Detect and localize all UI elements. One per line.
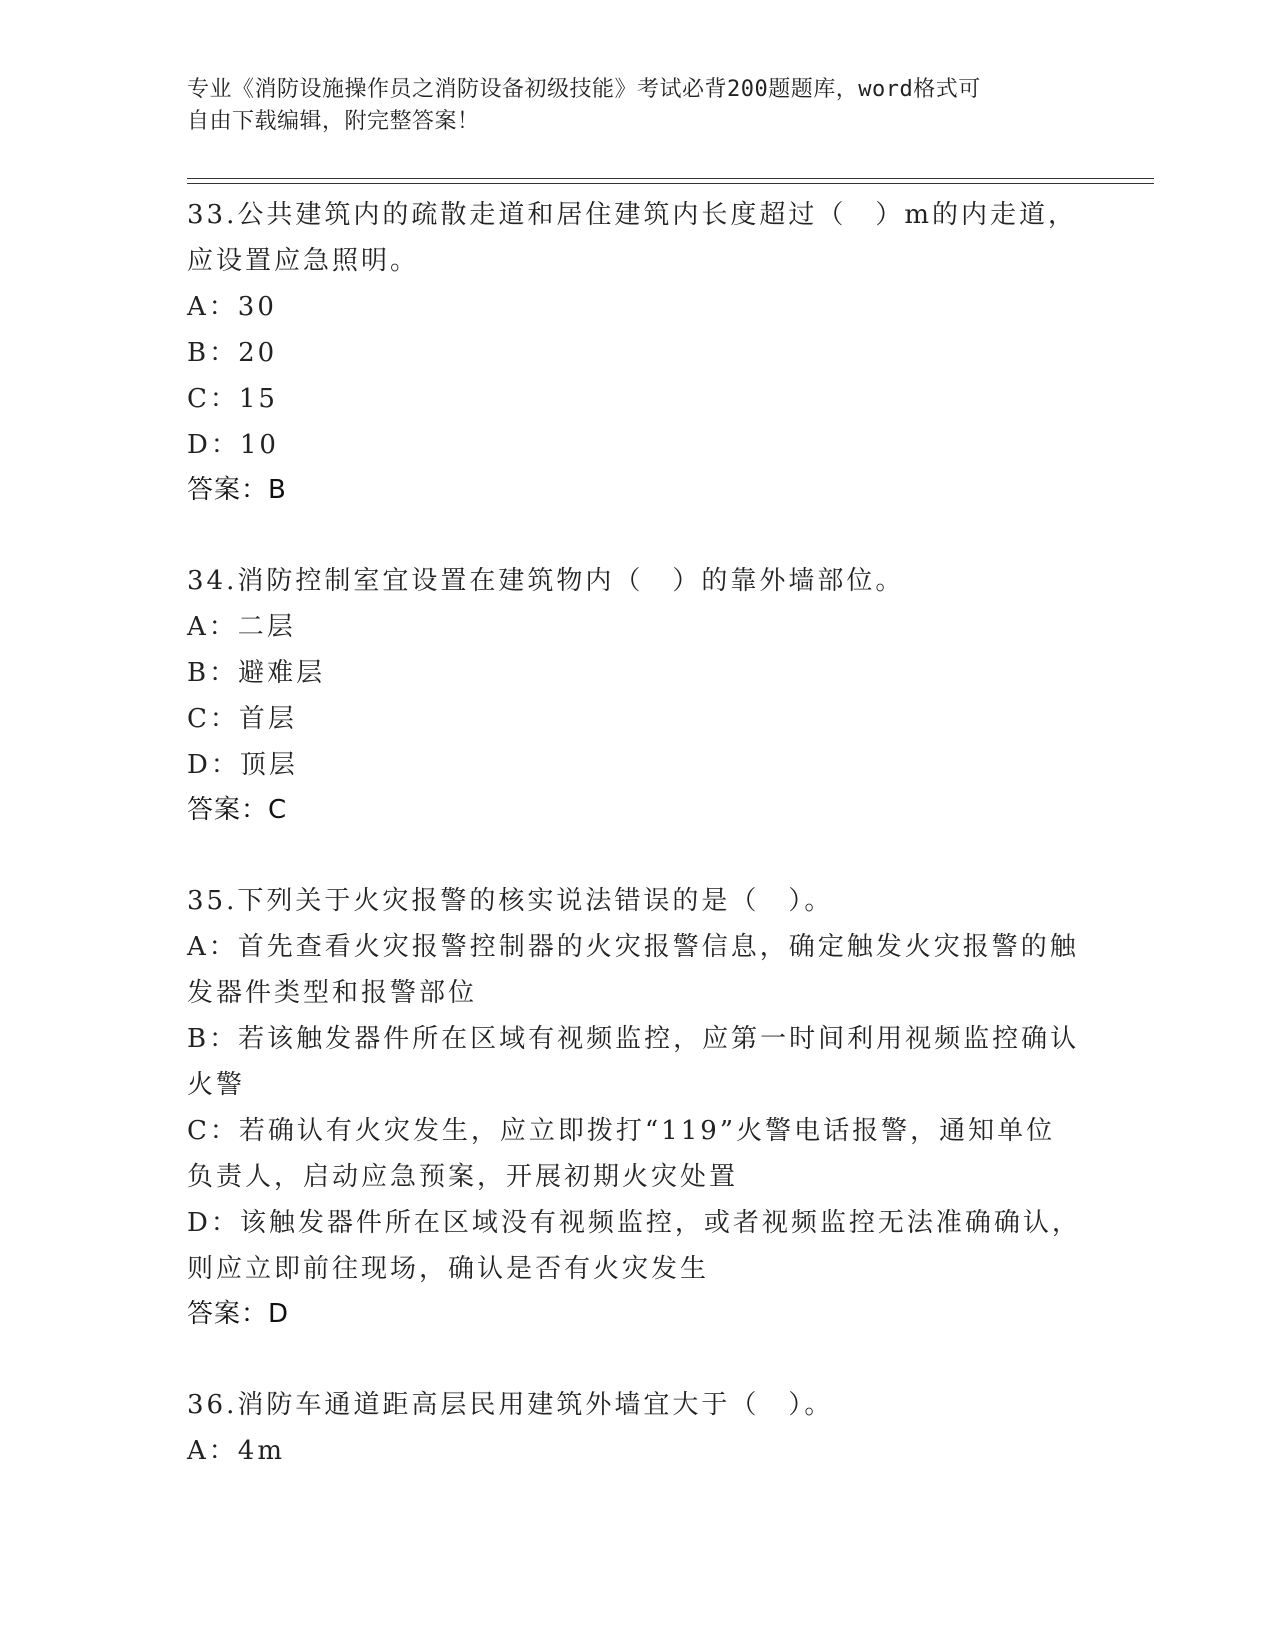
question-stem-line: 35.下列关于火灾报警的核实说法错误的是（ ）。 xyxy=(187,886,834,916)
header-line-2: 自由下载编辑，附完整答案！ xyxy=(187,109,480,134)
option-line: B：若该触发器件所在区域有视频监控，应第一时间利用视频监控确认 xyxy=(187,1024,1080,1054)
option-line: C：15 xyxy=(187,384,278,414)
header-divider-top xyxy=(187,178,1154,179)
option-line: D：顶层 xyxy=(187,750,298,780)
option-line: D：10 xyxy=(187,430,279,460)
question-block xyxy=(187,558,1087,832)
question-block xyxy=(187,1382,1087,1474)
option-line: 火警 xyxy=(187,1070,246,1100)
document-header xyxy=(187,74,1087,138)
option-line: A：二层 xyxy=(187,612,296,642)
question-stem-line: 36.消防车通道距高层民用建筑外墙宜大于（ ）。 xyxy=(187,1390,834,1420)
option-line: 发器件类型和报警部位 xyxy=(187,978,478,1008)
question-list xyxy=(187,192,1087,1474)
option-line: A：30 xyxy=(187,292,277,322)
question-stem-line: 34.消防控制室宜设置在建筑物内（ ）的靠外墙部位。 xyxy=(187,566,905,596)
option-line: 则应立即前往现场，确认是否有火灾发生 xyxy=(187,1254,710,1284)
option-line: D：该触发器件所在区域没有视频监控，或者视频监控无法准确确认， xyxy=(187,1208,1081,1238)
answer-label: 答案：B xyxy=(187,475,287,505)
header-divider-bottom xyxy=(187,183,1154,184)
question-stem-line: 应设置应急照明。 xyxy=(187,246,420,276)
option-line: B：20 xyxy=(187,338,278,368)
option-line: C：若确认有火灾发生，应立即拨打“119”火警电话报警，通知单位 xyxy=(187,1116,1056,1146)
answer-label: 答案：D xyxy=(187,1299,290,1329)
question-stem-line: 33.公共建筑内的疏散走道和居住建筑内长度超过（ ）m的内走道， xyxy=(187,200,1078,230)
answer-label: 答案：C xyxy=(187,795,288,825)
option-line: C：首层 xyxy=(187,704,297,734)
option-line: A：4m xyxy=(187,1436,285,1466)
question-block xyxy=(187,192,1087,512)
option-line: 负责人，启动应急预案，开展初期火灾处置 xyxy=(187,1162,739,1192)
option-line: A：首先查看火灾报警控制器的火灾报警信息，确定触发火灾报警的触 xyxy=(187,932,1079,962)
header-line-1: 专业《消防设施操作员之消防设备初级技能》考试必背200题题库，word格式可 xyxy=(187,77,981,102)
question-block xyxy=(187,878,1087,1336)
option-line: B：避难层 xyxy=(187,658,326,688)
